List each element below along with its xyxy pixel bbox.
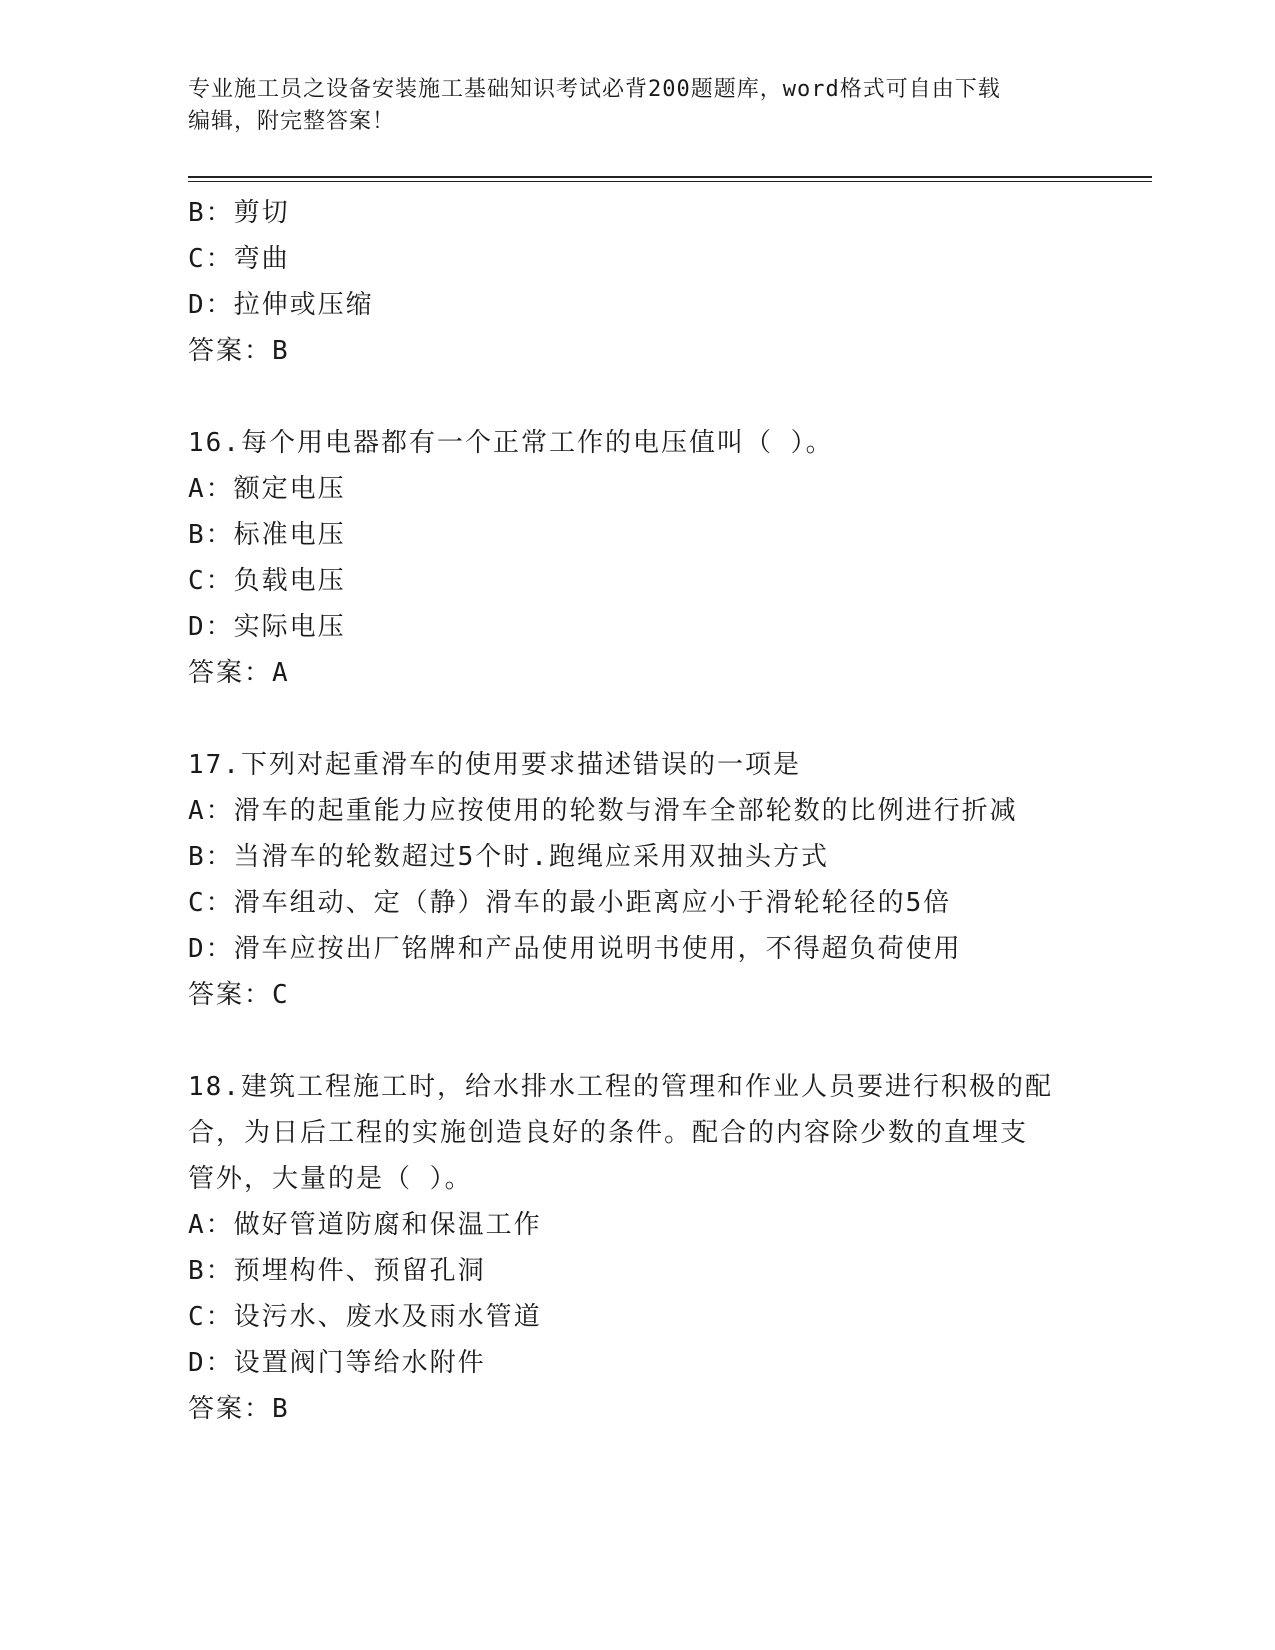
answer-line: 答案：B	[188, 1394, 290, 1424]
header-divider	[188, 176, 1152, 182]
option-c: C：弯曲	[188, 244, 290, 274]
option-c: C：设污水、废水及雨水管道	[188, 1302, 542, 1332]
spacer	[188, 1018, 1088, 1064]
option-a: A：额定电压	[188, 474, 346, 504]
answer-line: 答案：C	[188, 980, 290, 1010]
option-d: D：滑车应按出厂铭牌和产品使用说明书使用，不得超负荷使用	[188, 934, 962, 964]
question-stem-line-1: 18.建筑工程施工时，给水排水工程的管理和作业人员要进行积极的配	[188, 1072, 1053, 1102]
question-stem-line-3: 管外，大量的是（ ）。	[188, 1164, 473, 1194]
option-b: B：剪切	[188, 198, 290, 228]
option-c: C：滑车组动、定（静）滑车的最小距离应小于滑轮轮径的5倍	[188, 888, 952, 918]
question-stem: 17.下列对起重滑车的使用要求描述错误的一项是	[188, 750, 801, 780]
answer-line: 答案：A	[188, 658, 290, 688]
question-15-tail	[188, 190, 1088, 374]
question-16	[188, 420, 1088, 696]
option-b: B：当滑车的轮数超过5个时.跑绳应采用双抽头方式	[188, 842, 829, 872]
option-d: D：拉伸或压缩	[188, 290, 374, 320]
spacer	[188, 696, 1088, 742]
option-d: D：设置阀门等给水附件	[188, 1348, 486, 1378]
option-d: D：实际电压	[188, 612, 346, 642]
question-17	[188, 742, 1088, 1018]
spacer	[188, 374, 1088, 420]
page-header	[188, 74, 1068, 138]
option-a: A：做好管道防腐和保温工作	[188, 1210, 542, 1240]
option-b: B：标准电压	[188, 520, 346, 550]
question-18	[188, 1064, 1088, 1432]
option-a: A：滑车的起重能力应按使用的轮数与滑车全部轮数的比例进行折减	[188, 796, 1018, 826]
option-b: B：预埋构件、预留孔洞	[188, 1256, 486, 1286]
header-title-line-2: 编辑，附完整答案！	[188, 109, 396, 134]
answer-line: 答案：B	[188, 336, 290, 366]
option-c: C：负载电压	[188, 566, 346, 596]
question-stem-line-2: 合，为日后工程的实施创造良好的条件。配合的内容除少数的直埋支	[188, 1118, 1029, 1148]
question-stem: 16.每个用电器都有一个正常工作的电压值叫（ ）。	[188, 428, 834, 458]
header-title-line-1: 专业施工员之设备安装施工基础知识考试必背200题题库，word格式可自由下载	[188, 77, 1001, 102]
question-list	[188, 190, 1088, 1432]
